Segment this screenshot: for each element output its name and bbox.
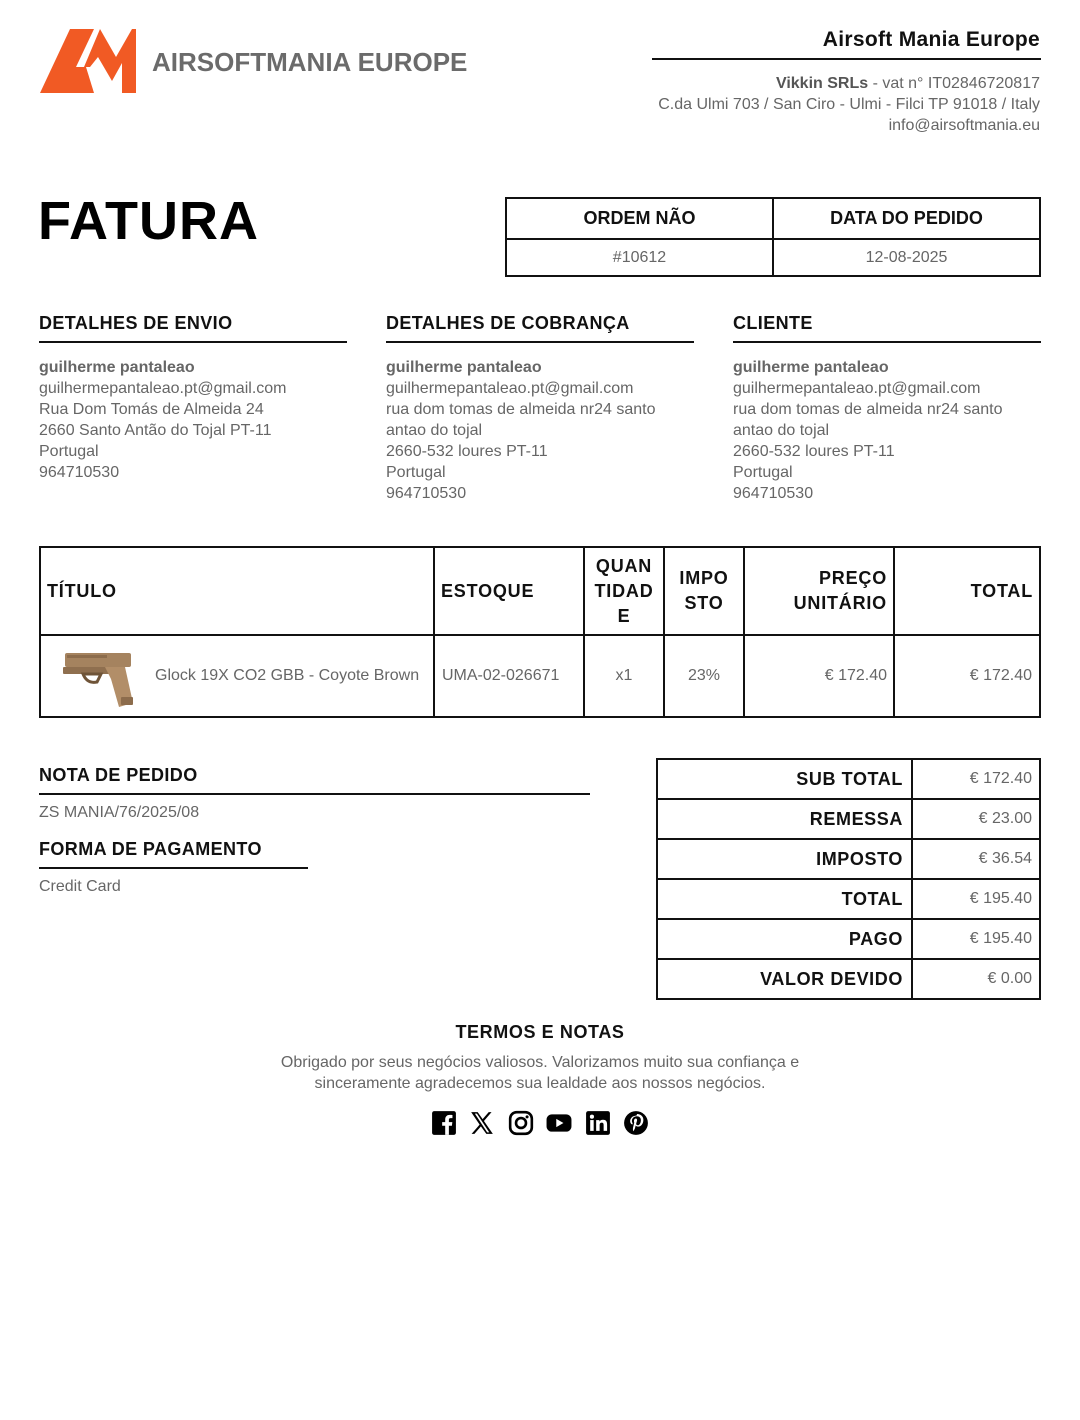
- company-divider: [652, 58, 1041, 60]
- col-quantity: QUAN TIDAD E: [584, 547, 664, 635]
- billing-email: guilhermepantaleao.pt@gmail.com: [386, 380, 634, 397]
- item-total: € 172.40: [894, 635, 1040, 717]
- pistol-icon: [61, 645, 141, 707]
- customer-details: [733, 313, 1041, 504]
- terms-text: Obrigado por seus negócios valiosos. Valorizamos muito sua confiança e sinceramente agradecemos sua lealdade aos nossos negócios.: [280, 1054, 800, 1092]
- shipping-phone: 964710530: [39, 464, 120, 481]
- company-vat: - vat n° IT02846720817: [868, 75, 1040, 92]
- order-info-table: [505, 197, 1041, 277]
- customer-line1b: antao do tojal: [733, 422, 830, 439]
- order-date-label: DATA DO PEDIDO: [773, 198, 1040, 239]
- payment-method-heading: FORMA DE PAGAMENTO: [39, 839, 308, 869]
- youtube-icon[interactable]: [546, 1110, 572, 1136]
- x-twitter-icon[interactable]: [469, 1110, 495, 1136]
- totals-row-shipping: REMESSA € 23.00: [657, 799, 1040, 839]
- item-tax: 23%: [664, 635, 744, 717]
- table-row: [40, 635, 1040, 717]
- company-email: info@airsoftmania.eu: [888, 117, 1040, 134]
- customer-email: guilhermepantaleao.pt@gmail.com: [733, 380, 981, 397]
- shipping-details: [39, 313, 347, 483]
- order-note-heading: NOTA DE PEDIDO: [39, 765, 590, 795]
- product-thumbnail: [61, 645, 141, 707]
- item-title: Glock 19X CO2 GBB - Coyote Brown: [155, 667, 420, 684]
- order-number-label: ORDEM NÃO: [506, 198, 773, 239]
- customer-phone: 964710530: [733, 485, 814, 502]
- company-address: C.da Ulmi 703 / San Ciro - Ulmi - Filci TP 91018 / Italy: [658, 96, 1040, 113]
- linkedin-icon[interactable]: [585, 1110, 611, 1136]
- items-table: [39, 546, 1041, 718]
- order-date-value: 12-08-2025: [773, 239, 1040, 276]
- col-sku: ESTOQUE: [434, 547, 584, 635]
- billing-phone: 964710530: [386, 485, 467, 502]
- customer-line1: rua dom tomas de almeida nr24 santo: [733, 401, 1003, 418]
- order-number-value: #10612: [506, 239, 773, 276]
- col-unit-price: PREÇO UNITÁRIO: [744, 547, 894, 635]
- billing-name: guilherme pantaleao: [386, 359, 542, 376]
- billing-line1b: antao do tojal: [386, 422, 483, 439]
- company-info: [658, 73, 1040, 136]
- totals-row-subtotal: SUB TOTAL € 172.40: [657, 759, 1040, 799]
- col-total: TOTAL: [894, 547, 1040, 635]
- billing-details: [386, 313, 694, 504]
- item-quantity: x1: [584, 635, 664, 717]
- customer-country: Portugal: [733, 464, 793, 481]
- shipping-email: guilhermepantaleao.pt@gmail.com: [39, 380, 287, 397]
- shipping-name: guilherme pantaleao: [39, 359, 195, 376]
- order-note-value: ZS MANIA/76/2025/08: [39, 804, 200, 821]
- billing-heading: DETALHES DE COBRANÇA: [386, 313, 694, 343]
- shipping-country: Portugal: [39, 443, 99, 460]
- col-tax: IMPO STO: [664, 547, 744, 635]
- totals-table: [656, 758, 1041, 1000]
- shipping-heading: DETALHES DE ENVIO: [39, 313, 347, 343]
- social-links: [0, 1110, 1080, 1136]
- totals-row-tax: IMPOSTO € 36.54: [657, 839, 1040, 879]
- pinterest-icon[interactable]: [623, 1110, 649, 1136]
- payment-method-value: Credit Card: [39, 878, 121, 895]
- totals-row-amount-due: VALOR DEVIDO € 0.00: [657, 959, 1040, 999]
- am-logo-mark: [38, 27, 468, 97]
- customer-name: guilherme pantaleao: [733, 359, 889, 376]
- billing-line1: rua dom tomas de almeida nr24 santo: [386, 401, 656, 418]
- customer-line2: 2660-532 loures PT-11: [733, 443, 895, 460]
- customer-heading: CLIENTE: [733, 313, 1041, 343]
- logo-wordmark: AIRSOFTMANIA EUROPE: [152, 47, 468, 77]
- document-title: FATURA: [38, 191, 259, 251]
- billing-line2: 2660-532 loures PT-11: [386, 443, 548, 460]
- billing-country: Portugal: [386, 464, 446, 481]
- item-sku: UMA-02-026671: [434, 635, 584, 717]
- company-legal-name: Vikkin SRLs: [775, 75, 869, 92]
- shipping-line2: 2660 Santo Antão do Tojal PT-11: [39, 422, 272, 439]
- company-name: Airsoft Mania Europe: [822, 28, 1040, 51]
- company-logo: [38, 27, 468, 97]
- item-unit-price: € 172.40: [744, 635, 894, 717]
- item-title-cell: [40, 635, 434, 717]
- shipping-line1: Rua Dom Tomás de Almeida 24: [39, 401, 264, 418]
- col-title: TÍTULO: [40, 547, 434, 635]
- items-header-row: [40, 547, 1040, 635]
- totals-row-paid: PAGO € 195.40: [657, 919, 1040, 959]
- terms-heading: TERMOS E NOTAS: [455, 1022, 625, 1042]
- instagram-icon[interactable]: [508, 1110, 534, 1136]
- facebook-icon[interactable]: [431, 1110, 457, 1136]
- totals-row-total: TOTAL € 195.40: [657, 879, 1040, 919]
